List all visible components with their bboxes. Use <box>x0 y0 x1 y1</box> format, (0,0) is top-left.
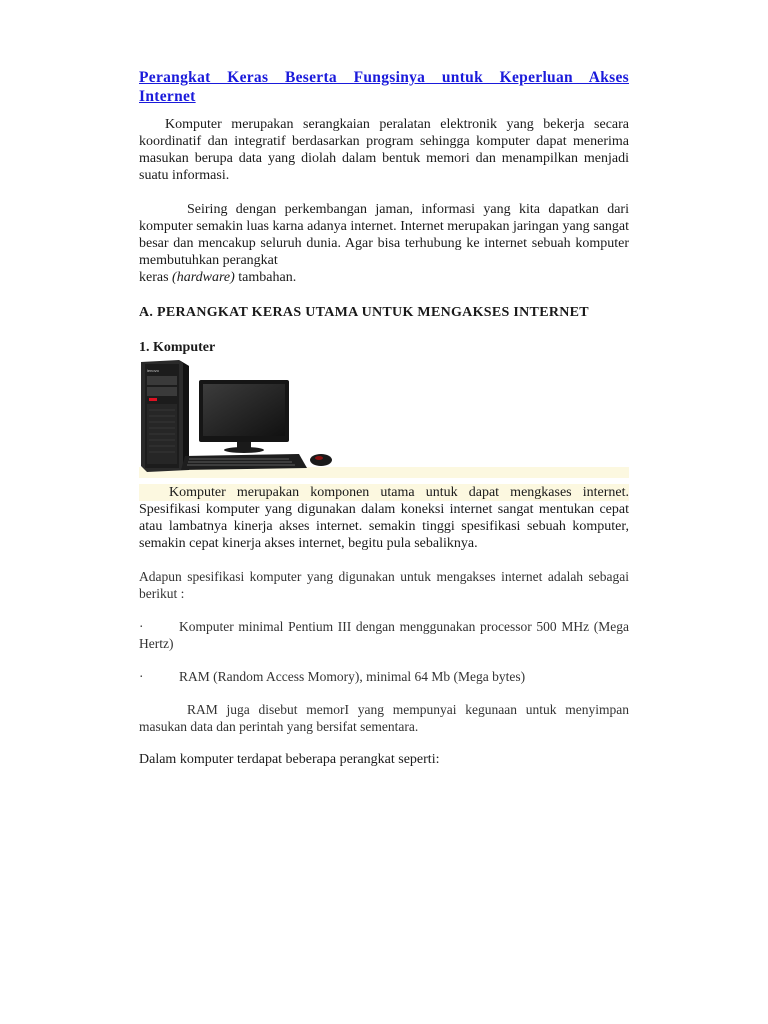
bullet-symbol: · <box>139 669 144 684</box>
paragraph-spesifikasi: Adapun spesifikasi komputer yang digunakan untuk mengakses internet adalah sebagai berikut : <box>139 569 629 601</box>
mouse <box>310 454 332 466</box>
computer-image <box>139 360 629 478</box>
desktop-computer-illustration <box>139 360 339 472</box>
document-page <box>139 68 629 768</box>
title-line-2[interactable]: Internet <box>139 88 196 105</box>
keyboard <box>181 454 307 470</box>
paragraph-internet-end-prefix: keras <box>139 270 173 285</box>
paragraph-ram: RAM juga disebut memorI yang mempunyai kegunaan untuk menyimpan masukan data dan perintah yang bersifat sementara. <box>139 702 629 734</box>
paragraph-komputer <box>139 484 629 552</box>
brand-label: lenovo <box>147 368 159 373</box>
paragraph-internet <box>139 201 629 286</box>
paragraph-intro: Komputer merupakan serangkaian peralatan elektronik yang bekerja secara koordinatif dan integratif berdasarkan program sehingga komputer dapat menerima masukan berupa data yang diolah dalam bentuk memori dan menampilkan menjadi suatu informasi. <box>139 117 629 183</box>
bullet-text: RAM (Random Access Momory), minimal 64 Mb (Mega bytes) <box>179 669 526 684</box>
bullet-item-pentium <box>139 618 629 652</box>
monitor <box>199 380 289 453</box>
paragraph-perangkat: Dalam komputer terdapat beberapa perangkat seperti: <box>139 752 440 767</box>
subsection-heading-komputer: 1. Komputer <box>139 340 216 355</box>
paragraph-internet-end-suffix: tambahan. <box>234 270 297 285</box>
title-line-1[interactable]: Perangkat Keras Beserta Fungsinya untuk Keperluan Akses <box>139 69 629 86</box>
bullet-item-ram <box>139 668 629 685</box>
article-title-link[interactable] <box>139 68 629 106</box>
bullet-symbol: · <box>139 619 144 634</box>
paragraph-internet-main: Seiring dengan perkembangan jaman, informasi yang kita dapatkan dari komputer semakin luas karna adanya internet. Internet merupakan jaringan yang sangat besar dan mencakup seluruh dunia. Agar bisa terhubung ke internet sebuah komputer membutuhkan perangkat <box>139 202 629 268</box>
hardware-term: (hardware) <box>172 270 235 285</box>
pc-tower <box>141 360 189 472</box>
section-heading-a: A. PERANGKAT KERAS UTAMA UNTUK MENGAKSES INTERNET <box>139 305 589 320</box>
bullet-text: Komputer minimal Pentium III dengan menggunakan processor 500 MHz (Mega Hertz) <box>139 619 629 651</box>
paragraph-komputer-text: Komputer merupakan komponen utama untuk dapat mengkases internet. Spesifikasi komputer yang digunakan dalam koneksi internet sangat mentukan cepat atau lambatnya kinerja akses internet. semakin tinggi spesifikasi sebuah komputer, semakin cepat kinerja akses internet, begitu pula sebaliknya. <box>139 485 629 551</box>
spacer <box>139 184 629 201</box>
